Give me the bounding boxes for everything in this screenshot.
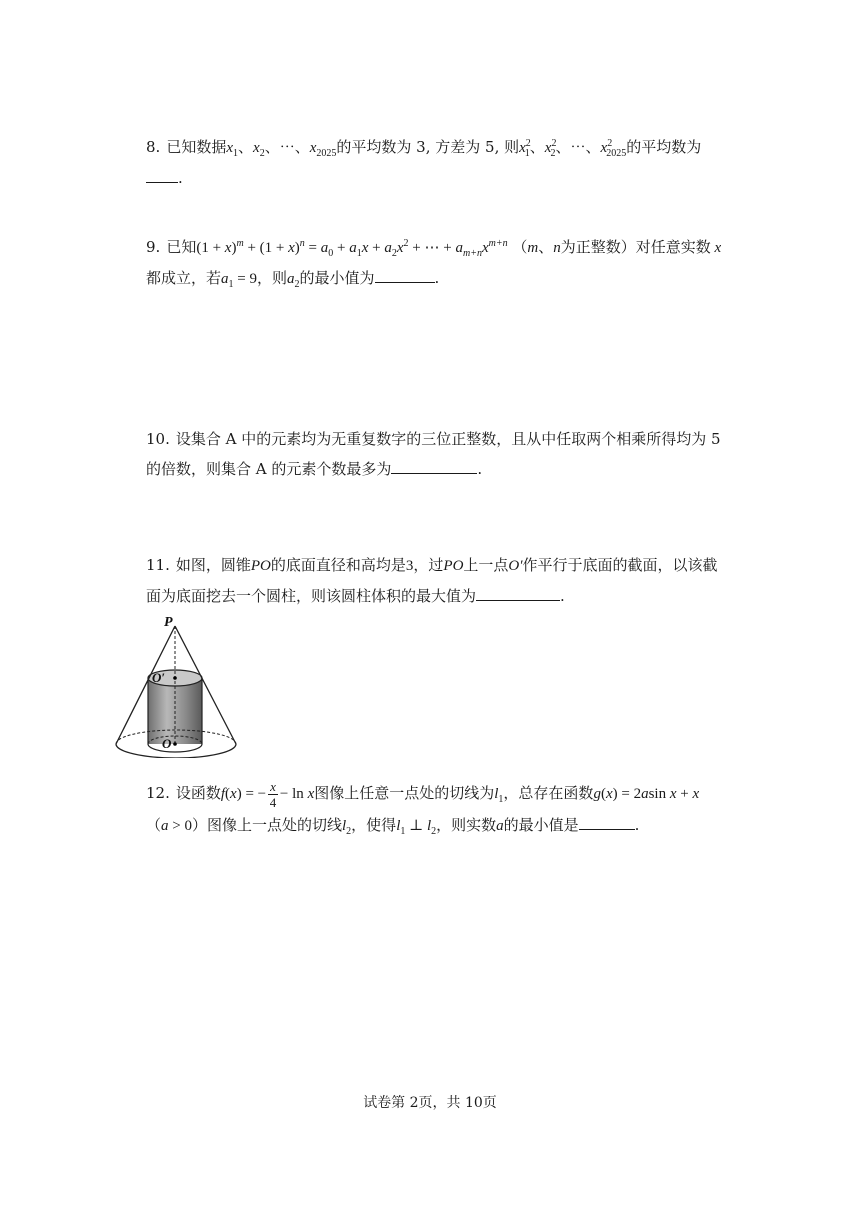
function-g: g(x) = 2asin x + x xyxy=(593,786,700,802)
label-O-prime: O′ xyxy=(152,670,166,685)
question-number: 9. xyxy=(146,238,161,256)
question-number: 8. xyxy=(146,138,161,156)
question-10: 10. 设集合 A 中的元素均为无重复数字的三位正整数，且从中任取两个相乘所得均为 5 的倍数，则集合 A 的元素个数最多为 . xyxy=(146,430,721,478)
question-9: 9. 已知$(1 + x)^m + (1 + x)^n = a_0 + a_1x + a_2x^2$ + ⋯ + $a_{m+n}x^{m+n}$ （m、n为正整数）对任意实数 x 都成立，若$a_1 = 9$，则$a_2$的最小值为 . xyxy=(146,238,722,290)
cone-base-front xyxy=(116,744,236,758)
answer-blank[interactable] xyxy=(146,168,178,183)
question-11: 11. 如图，圆锥PO的底面直径和高均是3，过PO上一点O′作平行于底面的截面，以该截面为底面挖去一个圆柱，则该圆柱体积的最大值为 . xyxy=(146,556,718,605)
answer-blank[interactable] xyxy=(391,459,477,474)
answer-blank[interactable] xyxy=(579,815,635,830)
question-number: 12. xyxy=(146,784,170,802)
question-number: 11. xyxy=(146,556,170,574)
answer-blank[interactable] xyxy=(375,268,435,283)
cone-cylinder-figure xyxy=(112,614,248,758)
expansion-equation: $(1 + x)^m + (1 + x)^n = a_0 + a_1x + a_2x^2$ + ⋯ + $a_{m+n}x^{m+n}$ xyxy=(196,238,508,259)
function-f: f(x) = − $\frac{x}{4}$ − ln x xyxy=(220,779,315,811)
page-footer: 试卷第 2页，共 10页 xyxy=(363,1095,497,1111)
answer-blank[interactable] xyxy=(476,586,560,601)
question-number: 10. xyxy=(146,430,170,448)
label-O: O xyxy=(162,736,172,751)
question-8: 8. 已知数据$x_1$、$x_2$、⋯、$x_{2025}$的平均数为 3, 方差为 5, 则$x^2_1$、$x^2_2$、⋯、$x^2_{2025}$的平均数为. xyxy=(146,138,702,187)
question-12: 12. 设函数f(x) = − $\frac{x}{4}$ − ln x图像上任意一点处的切线为$l_1$，总存在函数g(x) = 2asin x + x （a > 0）图像上一点处的切线$l_2$，使得$l_1$ ⊥ $l_2$，则实数a的最小值是 . xyxy=(146,779,700,838)
label-P: P xyxy=(164,615,173,630)
